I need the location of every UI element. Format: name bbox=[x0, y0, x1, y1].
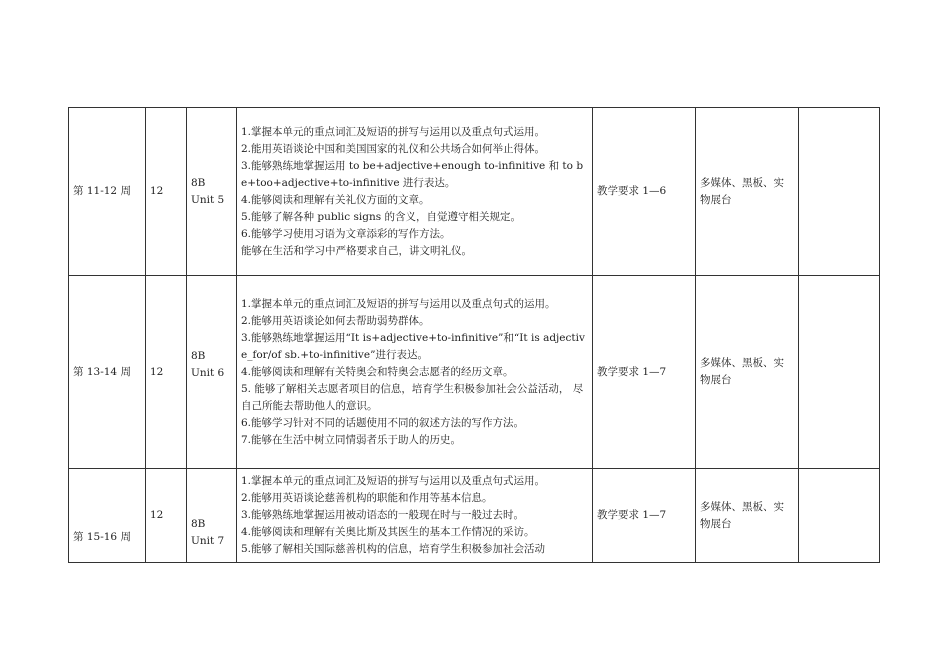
week-cell: 第 13-14 周 bbox=[69, 276, 146, 469]
goal-item: 3.能够熟练地掌握运用“It is+adjective+to-infinitive”和“It is adjective_for/of sb.+to-infinitive”进行表达。 bbox=[241, 331, 585, 361]
goals-cell bbox=[237, 276, 593, 469]
teaching-plan-table bbox=[68, 107, 880, 563]
resources-cell: 多媒体、黑板、实物展台 bbox=[696, 469, 799, 563]
unit-cell bbox=[187, 469, 237, 563]
goal-item: 2.能够用英语谈论慈善机构的职能和作用等基本信息。 bbox=[241, 492, 493, 504]
goals-cell bbox=[237, 108, 593, 276]
week-cell: 第 11-12 周 bbox=[69, 108, 146, 276]
resources-cell: 多媒体、黑板、实物展台 bbox=[696, 276, 799, 469]
goal-item: 5.能够了解相关国际慈善机构的信息，培育学生积极参加社会活动 bbox=[241, 543, 546, 555]
resources-cell: 多媒体、黑板、实物展台 bbox=[696, 108, 799, 276]
goal-item: 2.能够用英语谈论如何去帮助弱势群体。 bbox=[241, 314, 430, 327]
note-cell bbox=[799, 469, 880, 563]
unit-label: Unit 5 bbox=[191, 193, 225, 206]
week-cell: 第 15-16 周 bbox=[69, 469, 146, 563]
goal-item: 1.掌握本单元的重点词汇及短语的拼写与运用以及重点句式的运用。 bbox=[241, 297, 556, 310]
note-cell bbox=[799, 276, 880, 469]
grade-label: 8B bbox=[191, 176, 206, 189]
requirement-cell: 教学要求 1—7 bbox=[593, 276, 696, 469]
goal-item: 4.能够阅读和理解有关奥比斯及其医生的基本工作情况的采访。 bbox=[241, 526, 535, 538]
goal-item: 3.能够熟练地掌握运用 to be+adjective+enough to-infinitive 和 to be+too+adjective+to-infinitive 进行表达。 bbox=[241, 159, 584, 189]
goal-item: 5. 能够了解相关志愿者项目的信息，培育学生积极参加社会公益活动， 尽自己所能去帮助他人的意识。 bbox=[241, 382, 584, 412]
goal-item: 7.能够在生活中树立同情弱者乐于助人的历史。 bbox=[241, 433, 462, 446]
unit-cell bbox=[187, 276, 237, 469]
goal-item: 5.能够了解各种 public signs 的含义，自觉遵守相关规定。 bbox=[241, 210, 521, 223]
grade-label: 8B bbox=[191, 350, 206, 362]
note-cell bbox=[799, 108, 880, 276]
unit-label: Unit 6 bbox=[191, 367, 225, 379]
hours-cell: 12 bbox=[146, 469, 187, 563]
table-row bbox=[69, 108, 880, 276]
goal-item: 4.能够阅读和理解有关礼仪方面的文章。 bbox=[241, 193, 430, 206]
goal-item: 6.能够学习针对不同的话题使用不同的叙述方法的写作方法。 bbox=[241, 416, 525, 429]
unit-cell bbox=[187, 108, 237, 276]
goals-cell bbox=[237, 469, 593, 563]
unit-label: Unit 7 bbox=[191, 535, 225, 547]
goal-item: 1.掌握本单元的重点词汇及短语的拼写与运用以及重点句式运用。 bbox=[241, 475, 546, 487]
goal-item: 1.掌握本单元的重点词汇及短语的拼写与运用以及重点句式运用。 bbox=[241, 125, 546, 138]
goal-item: 2.能用英语谈论中国和美国国家的礼仪和公共场合如何举止得体。 bbox=[241, 142, 546, 155]
goal-item: 能够在生活和学习中严格要求自己，讲文明礼仪。 bbox=[241, 244, 472, 257]
hours-cell: 12 bbox=[146, 276, 187, 469]
table-row bbox=[69, 276, 880, 469]
hours-cell: 12 bbox=[146, 108, 187, 276]
grade-label: 8B bbox=[191, 518, 206, 530]
goal-item: 4.能够阅读和理解有关特奥会和特奥会志愿者的经历文章。 bbox=[241, 365, 514, 378]
goal-item: 6.能够学习使用习语为文章添彩的写作方法。 bbox=[241, 227, 451, 240]
requirement-cell: 教学要求 1—6 bbox=[593, 108, 696, 276]
table-row bbox=[69, 469, 880, 563]
goal-item: 3.能够熟练地掌握运用被动语态的一般现在时与一般过去时。 bbox=[241, 509, 525, 521]
requirement-cell: 教学要求 1—7 bbox=[593, 469, 696, 563]
